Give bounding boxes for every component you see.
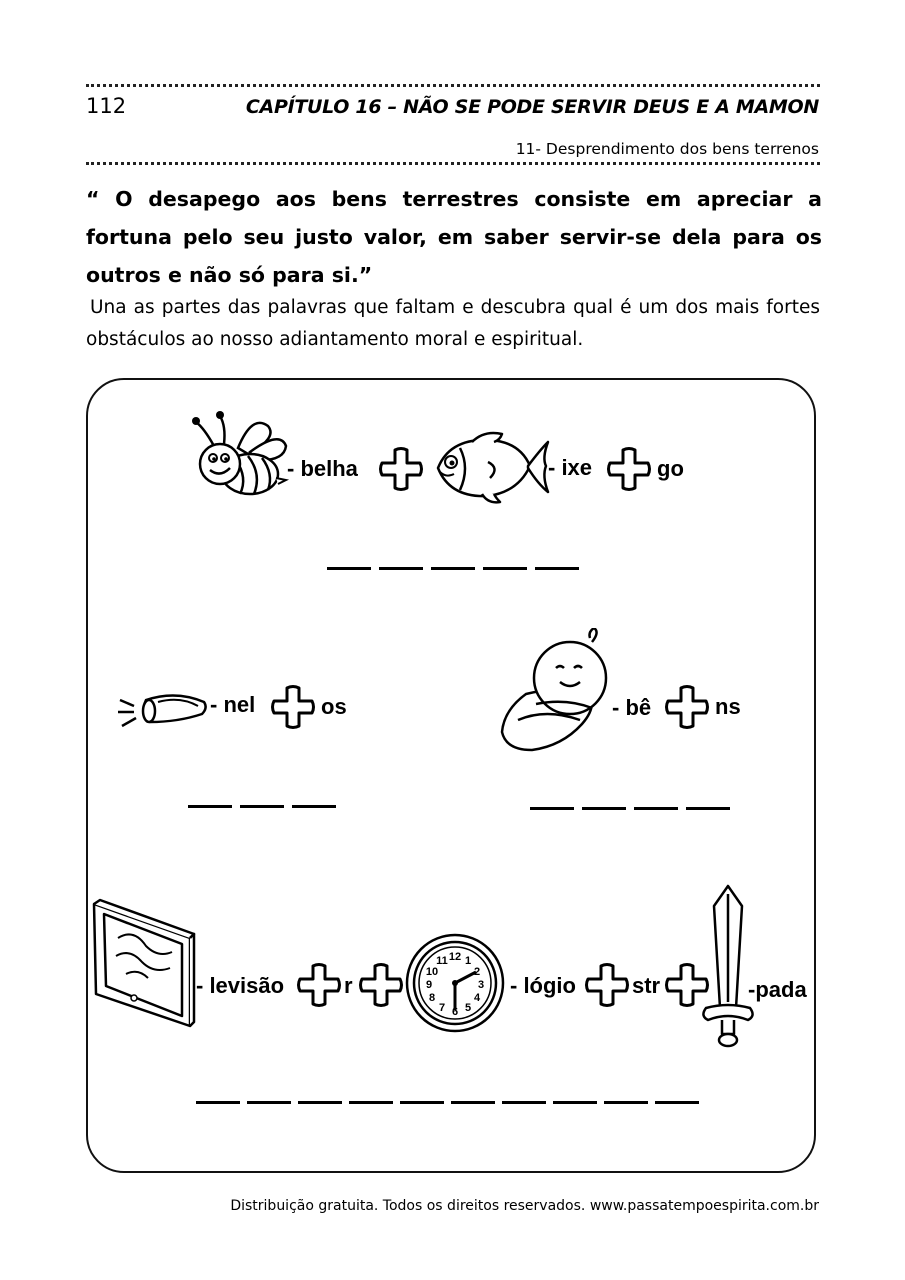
word-part-ns: ns — [715, 694, 741, 719]
answer-blank — [483, 567, 527, 570]
answer-blank — [196, 1101, 240, 1104]
bee-icon — [192, 408, 290, 500]
clock-suffix: - lógio — [510, 973, 576, 998]
answer-blank — [298, 1101, 342, 1104]
answer-blank — [553, 1101, 597, 1104]
answer-blank — [604, 1101, 648, 1104]
word-part-r: r — [344, 973, 353, 998]
plus-icon — [358, 962, 404, 1008]
svg-text:4: 4 — [473, 992, 481, 1004]
fish-suffix: - ixe — [548, 455, 593, 480]
answer-blank — [240, 805, 284, 808]
sword-suffix: -pada — [748, 977, 807, 1002]
fish-icon — [430, 428, 550, 506]
answer-blank — [530, 807, 574, 810]
svg-text:9: 9 — [425, 979, 433, 991]
footer-text: Distribuição gratuita. Todos os direitos reservados. www.passatempoespirita.com.br — [230, 1198, 819, 1214]
plus-icon — [270, 684, 316, 730]
answer-blank — [431, 567, 475, 570]
svg-text:11: 11 — [436, 955, 448, 967]
answer-blank — [502, 1101, 546, 1104]
svg-text:10: 10 — [425, 966, 439, 978]
baby-icon — [496, 628, 612, 754]
bee-suffix: - belha — [287, 456, 358, 481]
svg-text:3: 3 — [477, 979, 485, 991]
plus-icon — [664, 684, 710, 730]
svg-text:2: 2 — [473, 966, 481, 978]
svg-text:12: 12 — [448, 951, 462, 963]
television-icon — [90, 898, 198, 1028]
answer-blank — [188, 805, 232, 808]
svg-text:1: 1 — [464, 955, 472, 967]
answer-blank — [655, 1101, 699, 1104]
answer-blank — [535, 567, 579, 570]
answer-blank — [451, 1101, 495, 1104]
answer-blank — [400, 1101, 444, 1104]
ring-suffix: - nel — [210, 692, 256, 717]
sword-icon — [700, 884, 756, 1048]
chapter-title: CAPÍTULO 16 – NÃO SE PODE SERVIR DEUS E A MAMON — [245, 96, 819, 118]
answer-blank — [379, 567, 423, 570]
answer-blank — [247, 1101, 291, 1104]
clock-icon — [404, 932, 506, 1034]
answer-blank — [686, 807, 730, 810]
answer-blank — [582, 807, 626, 810]
plus-icon — [584, 962, 630, 1008]
answer-blank — [292, 805, 336, 808]
answer-blank — [634, 807, 678, 810]
answer-blank — [327, 567, 371, 570]
svg-text:8: 8 — [428, 992, 436, 1004]
word-part-os: os — [321, 694, 347, 719]
page-number: 112 — [86, 94, 127, 118]
svg-text:6: 6 — [451, 1006, 459, 1018]
plus-icon — [378, 446, 424, 492]
word-part-go: go — [657, 456, 684, 481]
top-dotted-rule — [86, 84, 820, 87]
word-part-str: str — [632, 973, 661, 998]
tv-suffix: - levisão — [196, 973, 285, 998]
baby-suffix: - bê — [612, 695, 652, 720]
plus-icon — [296, 962, 342, 1008]
svg-text:7: 7 — [438, 1002, 446, 1014]
instructions-text: Una as partes das palavras que faltam e descubra qual é um dos mais fortes obstáculos ao nosso adiantamento moral e espiritual. — [86, 297, 820, 350]
quote-text: “ O desapego aos bens terrestres consiste em apreciar a fortuna pelo seu justo valor, em saber servir-se dela para os outros e não só para si.” — [86, 187, 822, 287]
bottom-dotted-rule — [86, 162, 820, 165]
section-subtitle: 11- Desprendimento dos bens terrenos — [515, 140, 819, 158]
answer-blank — [349, 1101, 393, 1104]
svg-text:5: 5 — [464, 1002, 472, 1014]
ring-icon — [116, 686, 210, 734]
plus-icon — [606, 446, 652, 492]
